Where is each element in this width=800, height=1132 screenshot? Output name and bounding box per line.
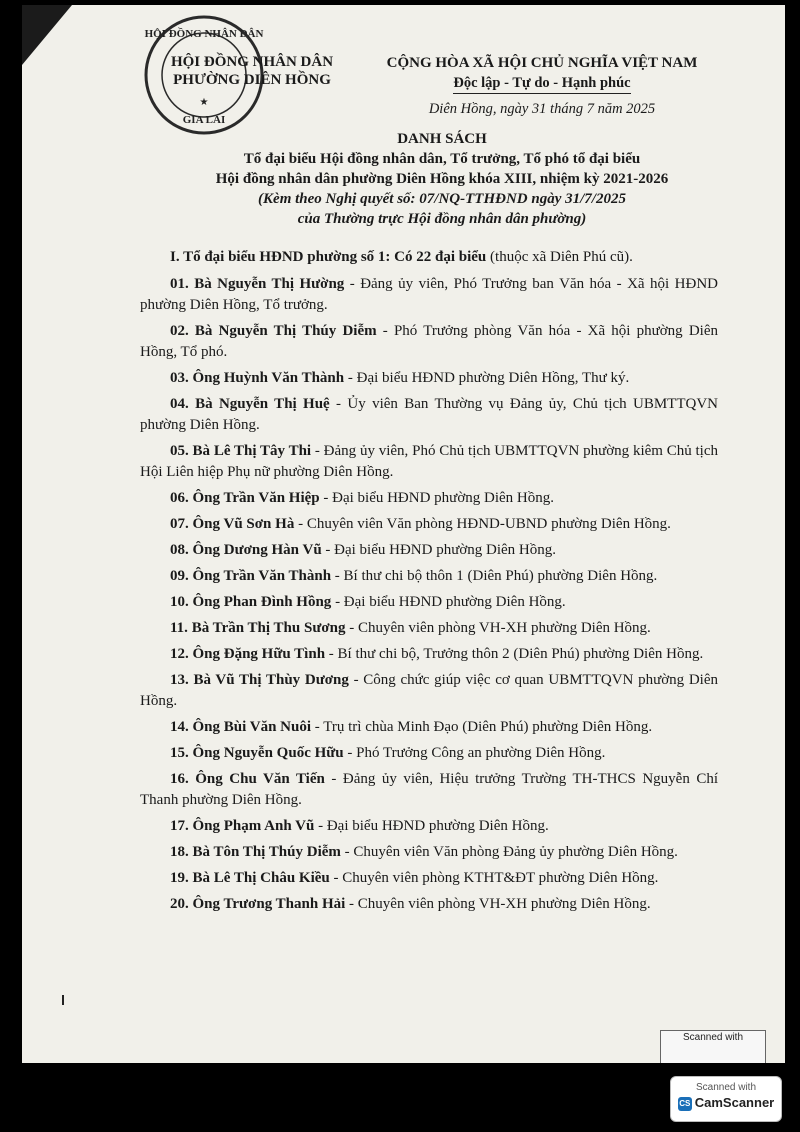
delegate-number: 05. — [170, 443, 189, 459]
delegate-description: - Đại biểu HĐND phường Diên Hồng. — [314, 818, 549, 834]
delegate-name: Bà Tôn Thị Thúy Diễm — [192, 844, 341, 860]
delegate-number: 06. — [170, 490, 189, 506]
scan-stamp — [660, 1030, 766, 1063]
delegate-description: - Đảng ủy viên, Hiệu trưởng Trường TH-THCS Nguyễn Chí Thanh phường Diên Hồng. — [140, 771, 719, 808]
delegate-name: Ông Chu Văn Tiến — [195, 771, 325, 787]
delegate-number: 17. — [170, 818, 189, 834]
delegate-number: 19. — [170, 870, 189, 886]
delegate-name: Ông Phạm Anh Vũ — [192, 818, 315, 834]
delegate-item — [140, 769, 718, 811]
delegate-item — [140, 514, 718, 535]
delegate-number: 04. — [170, 396, 189, 412]
delegate-item — [140, 566, 718, 587]
agency-line-2: PHƯỜNG DIÊN HỒNG — [173, 72, 331, 88]
delegate-number: 11. — [170, 620, 188, 636]
delegate-list — [140, 274, 718, 915]
delegate-description: - Đảng ủy viên, Phó Trưởng ban Văn hóa - Xã hội HĐND phường Diên Hồng, Tổ trưởng. — [140, 276, 718, 313]
delegate-item — [140, 441, 718, 483]
badge-small-text: Scanned with — [695, 1082, 757, 1093]
delegate-description: - Công chức giúp việc cơ quan UBMTTQVN phường Diên Hồng. — [140, 672, 719, 709]
delegate-description: - Trụ trì chùa Minh Đạo (Diên Phú) phường Diên Hồng. — [311, 719, 653, 735]
margin-mark — [62, 995, 64, 1005]
delegate-description: - Phó Trưởng Công an phường Diên Hồng. — [343, 745, 606, 761]
title-line-5: của Thường trực Hội đồng nhân dân phường) — [297, 211, 587, 227]
document-page — [22, 5, 785, 1063]
delegate-name: Ông Huỳnh Văn Thành — [192, 370, 345, 386]
document-body — [140, 247, 718, 920]
delegate-item — [140, 868, 718, 889]
delegate-number: 03. — [170, 370, 189, 386]
seal-star-icon: ★ — [199, 97, 209, 108]
delegate-item — [140, 717, 718, 738]
delegate-item — [140, 274, 718, 316]
delegate-number: 02. — [170, 323, 189, 339]
delegate-name: Bà Vũ Thị Thùy Dương — [193, 672, 349, 688]
delegate-item — [140, 670, 718, 712]
delegate-name: Bà Nguyễn Thị Thúy Diễm — [194, 323, 377, 339]
delegate-description: - Đại biểu HĐND phường Diên Hồng. — [319, 490, 554, 506]
delegate-number: 01. — [170, 276, 189, 292]
delegate-item — [140, 894, 718, 915]
delegate-name: Bà Trần Thị Thu Sương — [191, 620, 346, 636]
delegate-item — [140, 743, 718, 764]
camscanner-badge — [670, 1076, 782, 1122]
delegate-number: 18. — [170, 844, 189, 860]
delegate-name: Ông Bùi Văn Nuôi — [192, 719, 312, 735]
delegate-description: - Đảng ủy viên, Phó Chủ tịch UBMTTQVN phường kiêm Chủ tịch Hội Liên hiệp Phụ nữ phường Diên Hồng. — [140, 443, 719, 480]
delegate-name: Ông Vũ Sơn Hà — [192, 516, 295, 532]
delegate-number: 20. — [170, 896, 189, 912]
delegate-description: - Chuyên viên phòng VH-XH phường Diên Hồng. — [345, 620, 651, 636]
delegate-item — [140, 394, 718, 436]
delegate-name: Ông Nguyễn Quốc Hữu — [192, 745, 344, 761]
delegate-number: 12. — [170, 646, 189, 662]
delegate-description: - Chuyên viên Văn phòng Đảng ủy phường Diên Hồng. — [340, 844, 678, 860]
section-heading — [140, 247, 718, 268]
delegate-description: - Bí thư chi bộ, Trưởng thôn 2 (Diên Phú) phường Diên Hồng. — [325, 646, 704, 662]
badge-brand — [671, 1095, 781, 1111]
delegate-number: 14. — [170, 719, 189, 735]
delegate-number: 15. — [170, 745, 189, 761]
delegate-description: - Ủy viên Ban Thường vụ Đảng ủy, Chủ tịch UBMTTQVN phường Diên Hồng. — [140, 396, 719, 433]
delegate-number: 10. — [170, 594, 189, 610]
delegate-item — [140, 321, 718, 363]
title-line-4: (Kèm theo Nghị quyết số: 07/NQ-TTHĐND ngày 31/7/2025 — [258, 191, 626, 207]
delegate-name: Bà Lê Thị Châu Kiều — [192, 870, 330, 886]
delegate-description: - Đại biểu HĐND phường Diên Hồng, Thư ký. — [344, 370, 630, 386]
document-title — [142, 129, 742, 229]
issuing-agency — [162, 53, 342, 89]
nation-name: CỘNG HÒA XÃ HỘI CHỦ NGHĨA VIỆT NAM — [386, 55, 698, 71]
delegate-name: Bà Lê Thị Tây Thi — [192, 443, 312, 459]
title-line-1: DANH SÁCH — [397, 131, 487, 147]
delegate-name: Ông Dương Hàn Vũ — [192, 542, 322, 558]
national-motto: Độc lập - Tự do - Hạnh phúc — [453, 73, 630, 94]
delegate-description: - Chuyên viên phòng KTHT&ĐT phường Diên Hồng. — [329, 870, 659, 886]
delegate-description: - Đại biểu HĐND phường Diên Hồng. — [321, 542, 557, 558]
dateline: Diên Hồng, ngày 31 tháng 7 năm 2025 — [428, 101, 656, 117]
delegate-description: - Chuyên viên Văn phòng HĐND-UBND phường Diên Hồng. — [294, 516, 671, 532]
section-note: (thuộc xã Diên Phú cũ). — [490, 249, 633, 265]
delegate-item — [140, 488, 718, 509]
national-header — [362, 53, 722, 94]
seal-top-text: HỘI ĐỒNG NHÂN DÂN — [144, 28, 264, 40]
delegate-item — [140, 618, 718, 639]
delegate-name: Ông Đặng Hữu Tình — [192, 646, 326, 662]
delegate-number: 08. — [170, 542, 189, 558]
delegate-number: 09. — [170, 568, 189, 584]
seal-bottom-text: GIA LAI — [182, 114, 226, 126]
agency-line-1: HỘI ĐỒNG NHÂN DÂN — [170, 54, 334, 70]
delegate-item — [140, 540, 718, 561]
section-heading-text: I. Tổ đại biểu HĐND phường số 1: Có 22 đại biểu — [170, 249, 487, 265]
delegate-name: Bà Nguyễn Thị Hường — [194, 276, 345, 292]
delegate-description: - Đại biểu HĐND phường Diên Hồng. — [331, 594, 566, 610]
delegate-name: Ông Trần Văn Thành — [192, 568, 332, 584]
delegate-name: Ông Phan Đình Hồng — [192, 594, 332, 610]
delegate-number: 13. — [170, 672, 189, 688]
title-line-2: Tổ đại biểu Hội đồng nhân dân, Tổ trưởng, Tổ phó tổ đại biểu — [243, 151, 641, 167]
delegate-item — [140, 592, 718, 613]
delegate-description: - Bí thư chi bộ thôn 1 (Diên Phú) phường Diên Hồng. — [331, 568, 658, 584]
delegate-number: 07. — [170, 516, 189, 532]
delegate-item — [140, 368, 718, 389]
scan-stamp-text: Scanned with — [682, 1032, 744, 1043]
delegate-name: Bà Nguyễn Thị Huệ — [195, 396, 330, 412]
delegate-item — [140, 842, 718, 863]
title-line-3: Hội đồng nhân dân phường Diên Hồng khóa XIII, nhiệm kỳ 2021-2026 — [215, 171, 669, 187]
badge-brand-text: CamScanner — [694, 1095, 775, 1110]
delegate-number: 16. — [170, 771, 189, 787]
delegate-name: Ông Trương Thanh Hải — [192, 896, 346, 912]
camscanner-logo-icon: CS — [678, 1097, 692, 1111]
delegate-item — [140, 644, 718, 665]
delegate-item — [140, 816, 718, 837]
delegate-description: - Phó Trưởng phòng Văn hóa - Xã hội phường Diên Hồng, Tổ phó. — [140, 323, 718, 360]
delegate-description: - Chuyên viên phòng VH-XH phường Diên Hồng. — [345, 896, 651, 912]
delegate-name: Ông Trần Văn Hiệp — [192, 490, 320, 506]
